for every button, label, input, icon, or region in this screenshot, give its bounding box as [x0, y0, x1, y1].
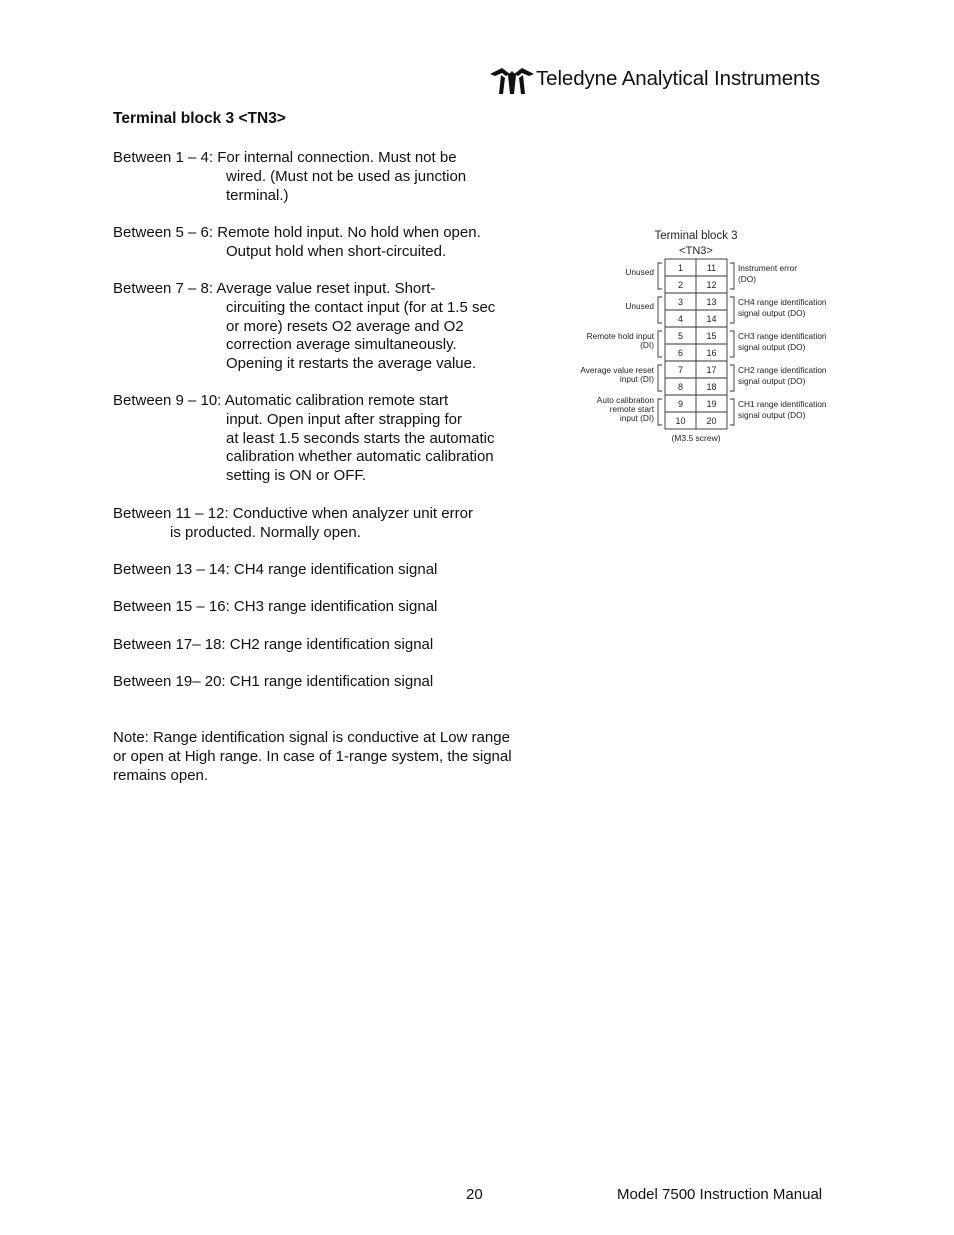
brand-name: Teledyne Analytical Instruments	[536, 67, 821, 90]
right-bracket	[730, 399, 734, 425]
terminal-description	[113, 598, 437, 617]
left-signal-label: Unused	[625, 267, 654, 277]
description-line: or more) resets O2 average and O2	[226, 317, 464, 335]
description-line: terminal.)	[226, 186, 289, 204]
right-signal-label: CH4 range identification	[738, 297, 827, 307]
terminal-number: 13	[706, 297, 717, 307]
terminal-number: 12	[706, 280, 717, 290]
left-signal-label: Average value reset	[580, 365, 654, 375]
right-signal-label: signal output (DO)	[738, 376, 806, 386]
description-lead: Between 15 – 16: CH3 range identification signal	[113, 598, 438, 615]
note-line: Note: Range identification signal is conductive at Low range	[113, 729, 510, 746]
left-signal-label: input (DI)	[619, 374, 654, 384]
description-line: is producted. Normally open.	[170, 523, 361, 541]
description-line: setting is ON or OFF.	[226, 467, 367, 485]
terminal-number: 19	[706, 399, 717, 409]
terminal-number: 20	[706, 416, 717, 426]
terminal-description	[113, 149, 466, 205]
terminal-number: 17	[706, 365, 717, 375]
left-bracket	[658, 399, 662, 425]
terminal-description	[113, 224, 481, 262]
terminal-number: 9	[677, 399, 684, 409]
terminal-description	[113, 673, 433, 692]
page-number: 20	[466, 1186, 483, 1203]
right-signal-label: CH3 range identification	[738, 331, 827, 341]
section-title: Terminal block 3 <TN3>	[113, 110, 286, 127]
description-lead: Between 1 – 4: For internal connection. Must not be	[113, 149, 457, 166]
right-signal-label: signal output (DO)	[738, 308, 806, 318]
right-bracket	[730, 331, 734, 357]
left-signal-label: input (DI)	[619, 413, 654, 423]
terminal-number: 15	[706, 331, 717, 341]
description-lead: Between 19– 20: CH1 range identification signal	[113, 673, 434, 690]
left-bracket	[658, 263, 662, 289]
description-line: correction average simultaneously.	[226, 336, 457, 354]
terminal-number: 3	[677, 297, 684, 307]
screw-note: (M3.5 screw)	[671, 433, 721, 443]
description-lead: Between 9 – 10: Automatic calibration remote start	[113, 392, 449, 409]
terminal-number: 5	[677, 331, 684, 341]
description-line: circuiting the contact input (for at 1.5 sec	[226, 298, 496, 316]
description-lead: Between 13 – 14: CH4 range identification signal	[113, 561, 438, 578]
terminal-description	[113, 505, 473, 543]
left-signal-label: remote start	[609, 404, 654, 414]
description-line: Opening it restarts the average value.	[226, 355, 477, 373]
description-lead: Between 17– 18: CH2 range identification signal	[113, 636, 434, 653]
right-signal-label: CH1 range identification	[738, 399, 827, 409]
note-line: or open at High range. In case of 1-range system, the signal	[113, 747, 512, 765]
description-line: at least 1.5 seconds starts the automatic	[226, 429, 495, 447]
note-paragraph	[113, 729, 512, 785]
terminal-description	[113, 280, 495, 374]
terminal-number: 7	[677, 365, 684, 375]
right-signal-label: signal output (DO)	[738, 342, 806, 352]
terminal-number: 1	[677, 263, 684, 273]
right-signal-label: CH2 range identification	[738, 365, 827, 375]
teledyne-logo-icon	[490, 68, 534, 94]
description-lead: Between 5 – 6: Remote hold input. No hold when open.	[113, 224, 481, 241]
description-line: input. Open input after strapping for	[226, 410, 462, 428]
manual-title: Model 7500 Instruction Manual	[617, 1186, 823, 1203]
right-bracket	[730, 365, 734, 391]
terminal-description	[113, 561, 437, 580]
right-bracket	[730, 297, 734, 323]
note-line: remains open.	[113, 766, 209, 784]
terminal-number: 18	[706, 382, 717, 392]
right-signal-label: (DO)	[738, 274, 756, 284]
terminal-block-diagram	[566, 224, 836, 450]
description-line: calibration whether automatic calibration	[226, 448, 494, 466]
terminal-number: 14	[706, 314, 717, 324]
terminal-number: 4	[677, 314, 684, 324]
terminal-description	[113, 392, 494, 486]
right-signal-label: signal output (DO)	[738, 410, 806, 420]
left-bracket	[658, 297, 662, 323]
left-signal-label: (DI)	[640, 340, 654, 350]
diagram-subtitle: <TN3>	[679, 245, 713, 257]
page-header	[490, 66, 850, 96]
diagram-title: Terminal block 3	[654, 230, 738, 242]
terminal-number: 11	[706, 263, 717, 273]
terminal-number: 10	[675, 416, 686, 426]
description-lead: Between 7 – 8: Average value reset input. Short-	[113, 280, 436, 297]
left-signal-label: Remote hold input	[586, 331, 654, 341]
description-line: Output hold when short-circuited.	[226, 242, 447, 260]
terminal-number: 8	[677, 382, 684, 392]
terminal-number: 6	[677, 348, 684, 358]
left-signal-label: Auto calibration	[596, 395, 654, 405]
left-signal-label: Unused	[625, 301, 654, 311]
right-bracket	[730, 263, 734, 289]
description-lead: Between 11 – 12: Conductive when analyzer unit error	[113, 505, 473, 522]
terminal-number: 16	[706, 348, 717, 358]
left-bracket	[658, 365, 662, 391]
right-signal-label: Instrument error	[738, 263, 798, 273]
left-bracket	[658, 331, 662, 357]
description-line: wired. (Must not be used as junction	[226, 167, 467, 185]
terminal-number: 2	[677, 280, 684, 290]
terminal-description	[113, 636, 433, 655]
